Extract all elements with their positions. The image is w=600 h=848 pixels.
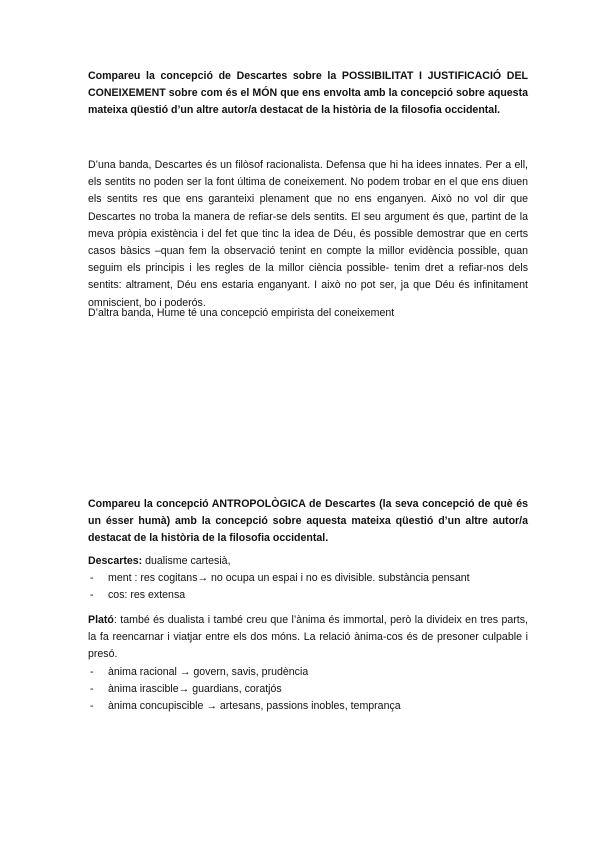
list-item: - ment : res cogitans→ no ocupa un espai i no es divisible. substància pensant bbox=[88, 570, 528, 587]
paragraph-descartes-rationalism: D’una banda, Descartes és un filòsof racionalista. Defensa que hi ha idees innates. Per a ell, els sentits no poden ser la font última de coneixement. No podem trobar en el que ens diuen els sentits res que ens garanteixi plenament que no ens enganyen. Això no vol dir que Descartes no troba la manera de refiar-se dels sentits. El seu argument és que, partint de la meva pròpia existència i del fet que tinc la idea de Déu, és possible demostrar que en certs casos bàsics –quan fem la observació tenint en compte la millor evidència possible, quan seguim els principis i les regles de la millor ciència possible- tenim dret a refiar-nos dels sentits: altrament, Déu ens estaria enganyant. I això no pot ser, ja que Déu és infinitament omniscient, bo i poderós. bbox=[88, 159, 528, 309]
plato-section bbox=[88, 612, 528, 715]
descartes-text: dualisme cartesià, bbox=[142, 555, 231, 567]
descartes-section bbox=[88, 553, 528, 605]
descartes-heading bbox=[88, 553, 528, 570]
descartes-label: Descartes: bbox=[88, 555, 143, 567]
plato-text: : també és dualista i també creu que l’ànima és immortal, però la divideix en tres parts, la fa reencarnar i viatjar entre els dos móns. La relació ànima-cos és de presoner culpable i presó. bbox=[88, 614, 528, 661]
descartes-list bbox=[88, 570, 528, 604]
paragraph-hume-intro: D’altra banda, Hume té una concepció empirista del coneixement bbox=[88, 307, 395, 319]
list-item: - ànima racional → govern, savis, prudència bbox=[88, 664, 528, 681]
question-1: Compareu la concepció de Descartes sobre la POSSIBILITAT I JUSTIFICACIÓ DEL CONEIXEMENT sobre com és el MÓN que ens envolta amb la concepció sobre aquesta mateixa qüestió d’un altre autor/a destacat de la història de la filosofia occidental. bbox=[88, 70, 528, 117]
list-item: - ànima concupiscible → artesans, passions inobles, temprança bbox=[88, 698, 528, 715]
question-2: Compareu la concepció ANTROPOLÒGICA de Descartes (la seva concepció de què és un ésser humà) amb la concepció sobre aquesta mateixa qüestió d’un altre autor/a destacat de la història de la filosofia occidental. bbox=[88, 498, 528, 545]
plato-label: Plató bbox=[88, 614, 114, 626]
plato-list bbox=[88, 664, 528, 716]
list-item: - ànima irascible→ guardians, coratjós bbox=[88, 681, 528, 698]
list-item: - cos: res extensa bbox=[88, 587, 528, 604]
plato-paragraph bbox=[88, 612, 528, 664]
